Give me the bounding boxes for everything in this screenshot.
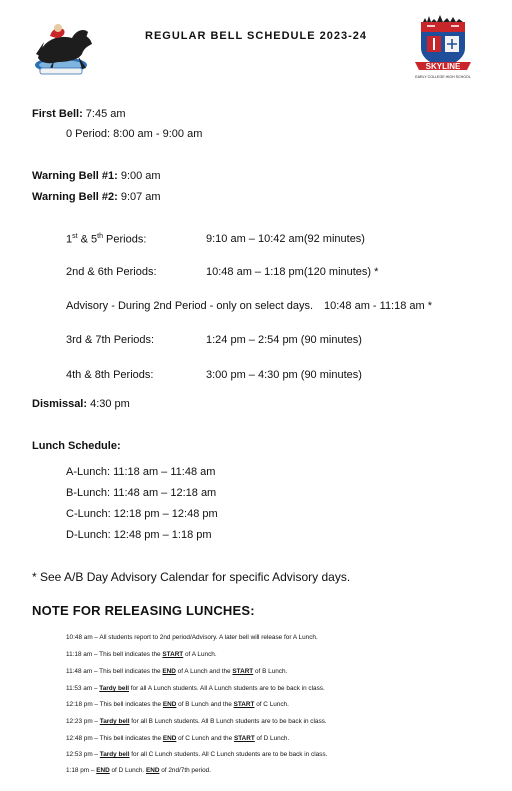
lunch-item-d: D-Lunch: 12:48 pm – 1:18 pm xyxy=(66,529,212,541)
zero-period: 0 Period: 8:00 am - 9:00 am xyxy=(66,128,203,140)
warning-bell-2: Warning Bell #2: 9:07 am xyxy=(32,191,161,203)
period-row-2-name: 2nd & 6th Periods: xyxy=(66,266,157,278)
svg-text:SKYLINE: SKYLINE xyxy=(425,62,461,71)
period-row-2-time: 10:48 am – 1:18 pm(120 minutes) * xyxy=(206,266,379,278)
note-item: 12:18 pm – This bell indicates the END of B Lunch and the START of C Lunch. xyxy=(66,701,289,708)
lunch-item-c: C-Lunch: 12:18 pm – 12:48 pm xyxy=(66,508,218,520)
period-row-4-name: 4th & 8th Periods: xyxy=(66,369,154,381)
note-item: 11:18 am – This bell indicates the START of A Lunch. xyxy=(66,651,217,658)
advisory-row-name: Advisory - During 2nd Period - only on select days. xyxy=(66,300,314,312)
mustang-mascot-logo xyxy=(28,20,98,80)
advisory-row-time: 10:48 am - 11:18 am * xyxy=(324,300,433,312)
notes-title: NOTE FOR RELEASING LUNCHES: xyxy=(32,603,255,618)
period-row-4-time: 3:00 pm – 4:30 pm (90 minutes) xyxy=(206,369,362,381)
advisory-calendar-note: * See A/B Day Advisory Calendar for specific Advisory days. xyxy=(32,570,351,584)
period-row-1-time: 9:10 am – 10:42 am(92 minutes) xyxy=(206,233,365,245)
note-item: 12:53 pm – Tardy bell for all C Lunch students. All C Lunch students are to be back in class. xyxy=(66,751,328,758)
note-item: 12:23 pm – Tardy bell for all B Lunch students. All B Lunch students are to be back in class. xyxy=(66,718,327,725)
note-item: 11:48 am – This bell indicates the END of A Lunch and the START of B Lunch. xyxy=(66,668,288,675)
period-row-1-name: 1st & 5th Periods: xyxy=(66,233,147,246)
warning-bell-1: Warning Bell #1: 9:00 am xyxy=(32,170,161,182)
note-item: 12:48 pm – This bell indicates the END of C Lunch and the START of D Lunch. xyxy=(66,735,290,742)
note-item: 10:48 am – All students report to 2nd period/Advisory. A later bell will release for A Lunch. xyxy=(66,634,318,641)
note-item: 11:53 am – Tardy bell for all A Lunch students. All A Lunch students are to be back in class. xyxy=(66,685,325,692)
lunch-item-b: B-Lunch: 11:48 am – 12:18 am xyxy=(66,487,217,499)
period-row-3-time: 1:24 pm – 2:54 pm (90 minutes) xyxy=(206,334,362,346)
note-item: 1:18 pm – END of D Lunch. END of 2nd/7th period. xyxy=(66,767,211,774)
page-title: REGULAR BELL SCHEDULE 2023-24 xyxy=(145,30,367,42)
dismissal: Dismissal: 4:30 pm xyxy=(32,398,130,410)
period-row-3-name: 3rd & 7th Periods: xyxy=(66,334,155,346)
lunch-item-a: A-Lunch: 11:18 am – 11:48 am xyxy=(66,466,216,478)
skyline-school-logo xyxy=(407,14,479,86)
lunch-schedule-title: Lunch Schedule: xyxy=(32,440,121,452)
svg-text:EARLY COLLEGE HIGH SCHOOL: EARLY COLLEGE HIGH SCHOOL xyxy=(415,75,471,79)
first-bell: First Bell: 7:45 am xyxy=(32,108,126,120)
